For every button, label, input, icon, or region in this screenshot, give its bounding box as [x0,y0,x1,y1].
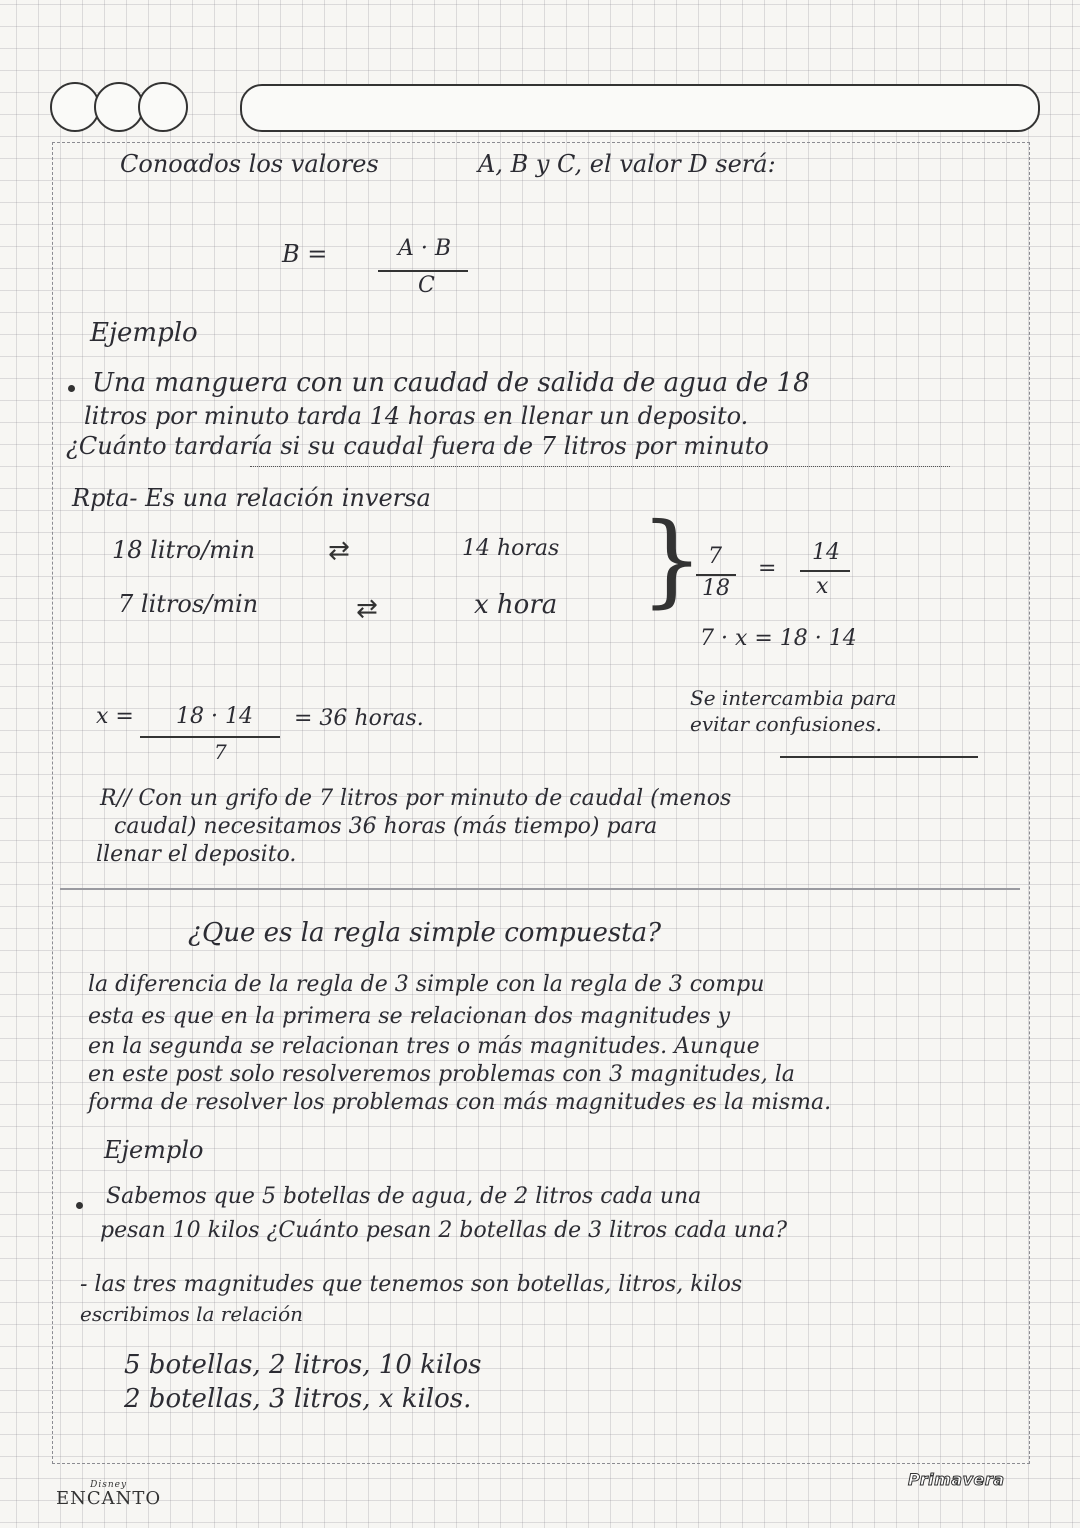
side-num-left: 7 [708,544,722,569]
answer-line-2: caudal) necesitamos 36 horas (más tiempo) para [114,814,658,839]
question-underline [250,466,950,467]
note-underline [780,756,978,758]
example1-line3: ¿Cuánto tardaría si su caudal fuera de 7 litros por minuto [66,432,769,460]
example2-line2: pesan 10 kilos ¿Cuánto pesan 2 botellas de 3 litros cada una? [100,1218,787,1243]
side-fraction-line [800,570,850,572]
header-title-bar [240,84,1040,132]
calc-denominator: 7 [214,740,227,764]
side-den-right: x [816,574,829,599]
calc-numerator: 18 · 14 [176,704,253,729]
encanto-logo-text: ENCANTO [56,1488,162,1509]
example2-line4: escribimos la relación [80,1302,303,1326]
row2-right: x hora [474,590,558,620]
row1-right: 14 horas [462,536,560,561]
side-note-1: Se intercambia para [690,686,897,710]
header-circle [138,82,188,132]
row2-left: 7 litros/min [118,590,259,618]
example2-data2: 2 botellas, 3 litros, x kilos. [124,1384,472,1414]
header-circle [50,82,100,132]
answer-line-3: llenar el deposito. [96,842,297,867]
double-arrow-icon: ⇄ [328,536,350,566]
bracket-icon: } [640,501,704,618]
double-arrow-icon: ⇄ [356,594,378,624]
section2-p1: la diferencia de la regla de 3 simple con la regla de 3 compu [88,972,765,997]
answer-line-1: R// Con un grifo de 7 litros por minuto de caudal (menos [100,786,732,811]
section2-title: ¿Que es la regla simple compuesta? [188,918,662,948]
bullet [68,385,75,392]
example1-line2: litros por minuto tarda 14 horas en llenar un deposito. [84,402,749,430]
example2-heading: Ejemplo [104,1136,204,1164]
calc-fraction-line [140,736,280,738]
formula-numerator: A · B [398,236,452,261]
section2-p2: esta es que en la primera se relacionan dos magnitudes y [88,1004,731,1029]
side-num-right: 14 [812,540,840,565]
side-den-left: 18 [702,576,730,601]
intro-text: Conoαdos los valores [120,150,379,178]
disney-logo-text: Disney [90,1480,128,1490]
section2-p5: forma de resolver los problemas con más magnitudes es la misma. [88,1090,832,1115]
section-divider [60,888,1020,890]
equals-sign: = [758,556,777,581]
answer-intro: Rpta- Es una relación inversa [72,484,431,512]
formula-fraction-line [378,270,468,272]
side-equation: 7 · x = 18 · 14 [700,626,857,651]
example1-line1: Una manguera con un caudad de salida de agua de 18 [92,368,810,398]
example2-line1: Sabemos que 5 botellas de agua, de 2 litros cada una [106,1184,702,1209]
bullet [76,1202,83,1209]
section2-p3: en la segunda se relacionan tres o más magnitudes. Aunque [88,1034,760,1059]
side-note-2: evitar confusiones. [690,712,882,736]
primavera-logo: Primavera [908,1470,1005,1489]
formula-denominator: C [418,273,435,298]
example2-data1: 5 botellas, 2 litros, 10 kilos [124,1350,482,1380]
formula-lhs: B = [282,240,328,268]
intro-text-2: A, B y C, el valor D será: [478,150,776,178]
section2-p4: en este post solo resolveremos problemas con 3 magnitudes, la [88,1062,795,1087]
example-heading: Ejemplo [90,318,198,348]
header-circle [94,82,144,132]
encanto-logo [56,1480,161,1509]
header-circles [50,82,182,132]
calc-lhs: x = [96,704,134,729]
calc-result: = 36 horas. [294,706,424,731]
row1-left: 18 litro/min [112,536,256,564]
example2-line3: - las tres magnitudes que tenemos son botellas, litros, kilos [80,1272,743,1297]
